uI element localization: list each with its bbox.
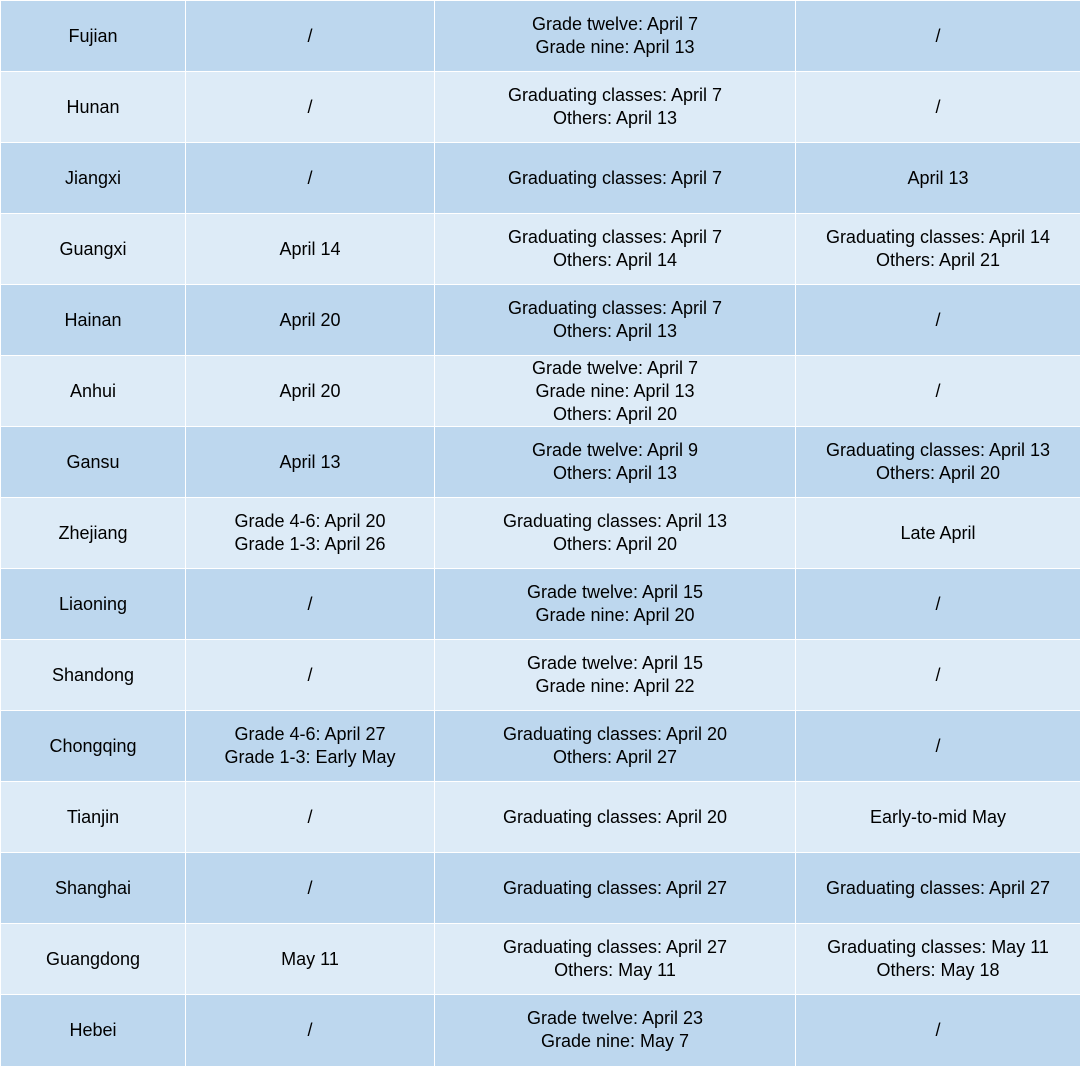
cell-line: Others: April 21	[875, 250, 1001, 270]
cell-col-3	[435, 640, 796, 711]
cell-line: Others: April 14	[552, 250, 678, 270]
cell-col-2	[186, 285, 435, 356]
cell-line: Grade twelve: April 7	[531, 14, 699, 34]
province-cell: Hunan	[1, 72, 186, 143]
province-cell: Shandong	[1, 640, 186, 711]
cell-col-4	[796, 1, 1080, 72]
province-cell: Hebei	[1, 995, 186, 1066]
table-row	[1, 924, 1080, 995]
cell-line: April 13	[279, 451, 341, 472]
cell-line: Grade 4-6: April 27	[234, 724, 386, 744]
cell-col-4	[796, 711, 1080, 782]
cell-col-2	[186, 72, 435, 143]
cell-line: Others: April 13	[552, 321, 678, 341]
cell-line: Grade twelve: April 23	[526, 1008, 704, 1029]
cell-line: /	[935, 1019, 941, 1040]
cell-col-4	[796, 853, 1080, 924]
cell-line: /	[935, 664, 941, 685]
cell-col-4	[796, 143, 1080, 214]
cell-line: Graduating classes: April 27	[502, 937, 728, 957]
province-cell: Zhejiang	[1, 498, 186, 569]
table-row	[1, 782, 1080, 853]
table-row	[1, 356, 1080, 427]
cell-col-3	[435, 214, 796, 285]
cell-line: Others: April 20	[552, 534, 678, 554]
cell-col-4	[796, 924, 1080, 995]
table-row	[1, 214, 1080, 285]
cell-col-4	[796, 995, 1080, 1066]
cell-col-4	[796, 72, 1080, 143]
cell-line: Others: April 20	[875, 463, 1001, 483]
table-row	[1, 711, 1080, 782]
table-row	[1, 640, 1080, 711]
cell-line: /	[307, 96, 313, 117]
cell-line: April 13	[907, 167, 969, 188]
cell-line: April 20	[279, 380, 341, 401]
cell-col-3	[435, 853, 796, 924]
cell-line: Graduating classes: April 20	[502, 806, 728, 827]
table-body	[1, 1, 1080, 1066]
cell-line: /	[307, 1019, 313, 1040]
province-cell: Guangxi	[1, 214, 186, 285]
cell-line: Graduating classes: April 27	[502, 877, 728, 898]
cell-line: Others: April 13	[552, 108, 678, 128]
cell-col-3	[435, 782, 796, 853]
cell-line: Grade 1-3: Early May	[224, 747, 396, 767]
table-row	[1, 285, 1080, 356]
cell-line: Grade twelve: April 7	[531, 357, 699, 378]
province-cell: Tianjin	[1, 782, 186, 853]
cell-col-2	[186, 995, 435, 1066]
cell-line: Graduating classes: April 20	[502, 724, 728, 744]
cell-col-4	[796, 498, 1080, 569]
table-row	[1, 853, 1080, 924]
cell-line: /	[935, 735, 941, 756]
province-cell: Anhui	[1, 356, 186, 427]
cell-line: Grade nine: April 20	[535, 605, 695, 625]
cell-col-2	[186, 427, 435, 498]
cell-col-3	[435, 569, 796, 640]
cell-col-3	[435, 143, 796, 214]
cell-line: Grade twelve: April 9	[531, 440, 699, 460]
province-cell: Shanghai	[1, 853, 186, 924]
cell-line: Grade nine: April 13	[535, 380, 695, 401]
cell-line: Graduating classes: April 13	[502, 511, 728, 531]
cell-line: Others: May 11	[554, 960, 676, 980]
cell-line: Grade twelve: April 15	[526, 582, 704, 602]
cell-line: Grade nine: April 13	[535, 37, 695, 57]
cell-line: Others: April 13	[552, 463, 678, 483]
cell-col-3	[435, 356, 796, 427]
cell-col-2	[186, 143, 435, 214]
cell-line: Grade 4-6: April 20	[234, 511, 386, 531]
cell-col-4	[796, 356, 1080, 427]
cell-line: /	[935, 380, 941, 401]
cell-line: Graduating classes: April 14	[825, 227, 1051, 247]
cell-col-2	[186, 214, 435, 285]
table-row	[1, 143, 1080, 214]
cell-col-3	[435, 498, 796, 569]
cell-line: Grade twelve: April 15	[526, 653, 704, 673]
cell-col-3	[435, 924, 796, 995]
cell-line: /	[935, 593, 941, 614]
cell-col-3	[435, 1, 796, 72]
cell-line: Others: May 18	[876, 960, 1000, 980]
cell-col-4	[796, 285, 1080, 356]
cell-line: /	[935, 96, 941, 117]
cell-line: Graduating classes: April 7	[507, 298, 723, 318]
cell-col-3	[435, 285, 796, 356]
province-cell: Hainan	[1, 285, 186, 356]
cell-col-4	[796, 640, 1080, 711]
cell-col-3	[435, 711, 796, 782]
cell-col-2	[186, 569, 435, 640]
cell-col-2	[186, 498, 435, 569]
cell-col-3	[435, 995, 796, 1066]
cell-line: /	[307, 593, 313, 614]
cell-col-3	[435, 427, 796, 498]
cell-col-2	[186, 782, 435, 853]
cell-col-2	[186, 356, 435, 427]
cell-line: Graduating classes: May 11	[827, 937, 1049, 957]
cell-line: April 14	[279, 238, 341, 259]
cell-line: Graduating classes: April 7	[507, 227, 723, 247]
cell-line: April 20	[279, 309, 341, 330]
cell-line: /	[307, 806, 313, 827]
cell-col-2	[186, 711, 435, 782]
province-cell: Chongqing	[1, 711, 186, 782]
cell-line: Graduating classes: April 7	[507, 85, 723, 105]
province-cell: Guangdong	[1, 924, 186, 995]
table-row	[1, 995, 1080, 1066]
cell-line: /	[307, 25, 313, 46]
cell-col-3	[435, 72, 796, 143]
cell-line: Others: April 27	[552, 747, 678, 767]
province-cell: Fujian	[1, 1, 186, 72]
cell-line: /	[935, 25, 941, 46]
cell-col-2	[186, 853, 435, 924]
cell-col-2	[186, 924, 435, 995]
cell-line: Graduating classes: April 13	[825, 440, 1051, 460]
table-row	[1, 1, 1080, 72]
table-row	[1, 498, 1080, 569]
cell-line: Grade 1-3: April 26	[234, 534, 386, 554]
table-row	[1, 72, 1080, 143]
cell-line: May 11	[281, 948, 339, 969]
cell-line: Grade nine: May 7	[540, 1031, 690, 1052]
cell-line: Early-to-mid May	[869, 806, 1007, 827]
cell-line: Graduating classes: April 27	[825, 877, 1051, 898]
cell-col-2	[186, 1, 435, 72]
cell-line: Others: April 20	[552, 403, 678, 424]
cell-col-4	[796, 214, 1080, 285]
cell-col-4	[796, 782, 1080, 853]
cell-line: Grade nine: April 22	[535, 676, 695, 696]
cell-line: /	[307, 167, 313, 188]
cell-col-4	[796, 569, 1080, 640]
cell-line: /	[307, 877, 313, 898]
table-row	[1, 569, 1080, 640]
table-row	[1, 427, 1080, 498]
cell-col-4	[796, 427, 1080, 498]
cell-line: Late April	[900, 522, 976, 543]
cell-line: Graduating classes: April 7	[507, 167, 723, 188]
province-cell: Jiangxi	[1, 143, 186, 214]
cell-line: /	[935, 309, 941, 330]
cell-col-2	[186, 640, 435, 711]
cell-line: /	[307, 664, 313, 685]
province-cell: Liaoning	[1, 569, 186, 640]
province-cell: Gansu	[1, 427, 186, 498]
